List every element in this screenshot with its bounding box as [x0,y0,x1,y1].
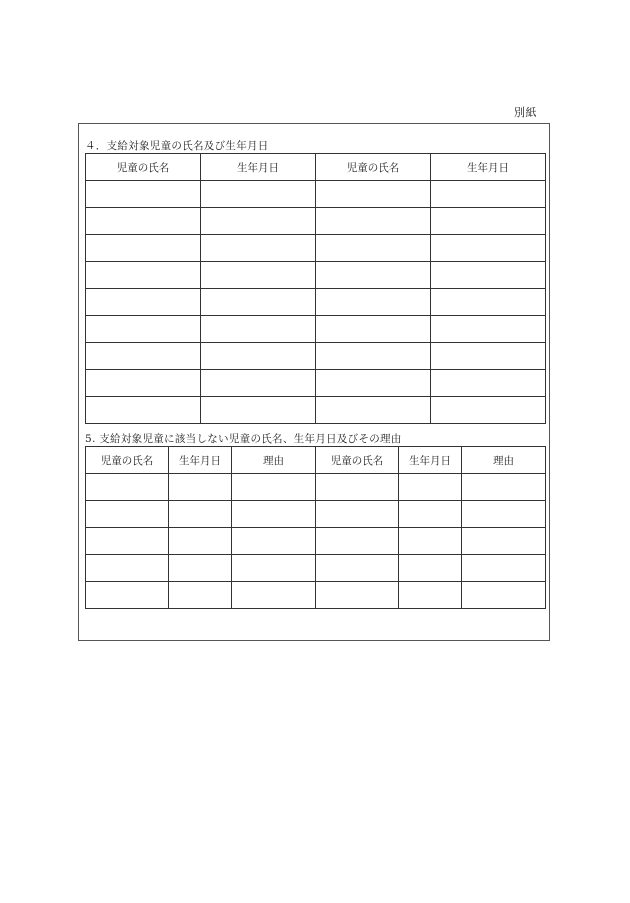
table-cell[interactable] [201,316,316,343]
table-cell[interactable] [316,370,431,397]
table-cell[interactable] [431,262,546,289]
header-birthdate: 生年月日 [399,447,462,474]
table-cell[interactable] [431,397,546,424]
table-cell[interactable] [86,262,201,289]
table-cell[interactable] [316,555,399,582]
table-row [86,370,546,397]
table-cell[interactable] [232,555,316,582]
table-cell[interactable] [431,370,546,397]
table-row [86,474,546,501]
table-row [86,555,546,582]
table-cell[interactable] [201,397,316,424]
table-cell[interactable] [316,582,399,609]
header-birthdate: 生年月日 [431,154,546,181]
table-cell[interactable] [232,528,316,555]
table-cell[interactable] [201,262,316,289]
table-cell[interactable] [86,208,201,235]
table-cell[interactable] [86,370,201,397]
header-child-name: 児童の氏名 [316,154,431,181]
table-cell[interactable] [201,235,316,262]
page-label: 別紙 [514,106,537,119]
table-row [86,397,546,424]
header-reason: 理由 [232,447,316,474]
table-cell[interactable] [201,181,316,208]
table-cell[interactable] [86,316,201,343]
table-cell[interactable] [232,582,316,609]
table-cell[interactable] [316,501,399,528]
table-row [86,528,546,555]
section4-heading: ４．支給対象児童の氏名及び生年月日 [85,140,269,152]
header-birthdate: 生年月日 [169,447,232,474]
header-child-name: 児童の氏名 [86,154,201,181]
table-row [86,289,546,316]
table-row [86,582,546,609]
table-cell[interactable] [86,181,201,208]
table-cell[interactable] [316,528,399,555]
table-cell[interactable] [316,289,431,316]
table-cell[interactable] [232,474,316,501]
table-cell[interactable] [431,343,546,370]
table-cell[interactable] [399,528,462,555]
table-row [86,501,546,528]
table-cell[interactable] [316,235,431,262]
table-cell[interactable] [86,501,169,528]
table-row [86,235,546,262]
table-cell[interactable] [399,582,462,609]
header-reason: 理由 [462,447,546,474]
table-cell[interactable] [201,370,316,397]
table-cell[interactable] [316,208,431,235]
table-row [86,262,546,289]
table-cell[interactable] [86,289,201,316]
table-cell[interactable] [169,474,232,501]
table-header-row [86,154,546,181]
table-cell[interactable] [399,501,462,528]
table-row [86,208,546,235]
table-cell[interactable] [201,208,316,235]
section5-table [85,446,546,609]
table-cell[interactable] [232,501,316,528]
table-cell[interactable] [169,582,232,609]
table-cell[interactable] [316,474,399,501]
table-cell[interactable] [201,289,316,316]
table-cell[interactable] [431,235,546,262]
table-cell[interactable] [462,474,546,501]
table-cell[interactable] [316,343,431,370]
table-cell[interactable] [86,343,201,370]
table-cell[interactable] [316,262,431,289]
table-cell[interactable] [86,235,201,262]
table-cell[interactable] [201,343,316,370]
table-cell[interactable] [431,208,546,235]
table-cell[interactable] [431,289,546,316]
table-cell[interactable] [316,397,431,424]
table-cell[interactable] [86,397,201,424]
header-child-name: 児童の氏名 [86,447,169,474]
section4-table [85,153,546,424]
table-row [86,181,546,208]
table-cell[interactable] [86,474,169,501]
table-cell[interactable] [316,316,431,343]
table-cell[interactable] [462,555,546,582]
table-header-row [86,447,546,474]
header-birthdate: 生年月日 [201,154,316,181]
table-cell[interactable] [86,528,169,555]
table-cell[interactable] [86,582,169,609]
table-cell[interactable] [431,316,546,343]
table-cell[interactable] [462,582,546,609]
table-cell[interactable] [169,501,232,528]
table-cell[interactable] [316,181,431,208]
table-cell[interactable] [86,555,169,582]
table-cell[interactable] [399,555,462,582]
table-cell[interactable] [169,528,232,555]
table-cell[interactable] [431,181,546,208]
table-cell[interactable] [169,555,232,582]
table-cell[interactable] [462,528,546,555]
table-row [86,316,546,343]
table-row [86,343,546,370]
section5-heading: 5. 支給対象児童に該当しない児童の氏名、生年月日及びその理由 [85,433,402,445]
table-cell[interactable] [462,501,546,528]
table-cell[interactable] [399,474,462,501]
header-child-name: 児童の氏名 [316,447,399,474]
